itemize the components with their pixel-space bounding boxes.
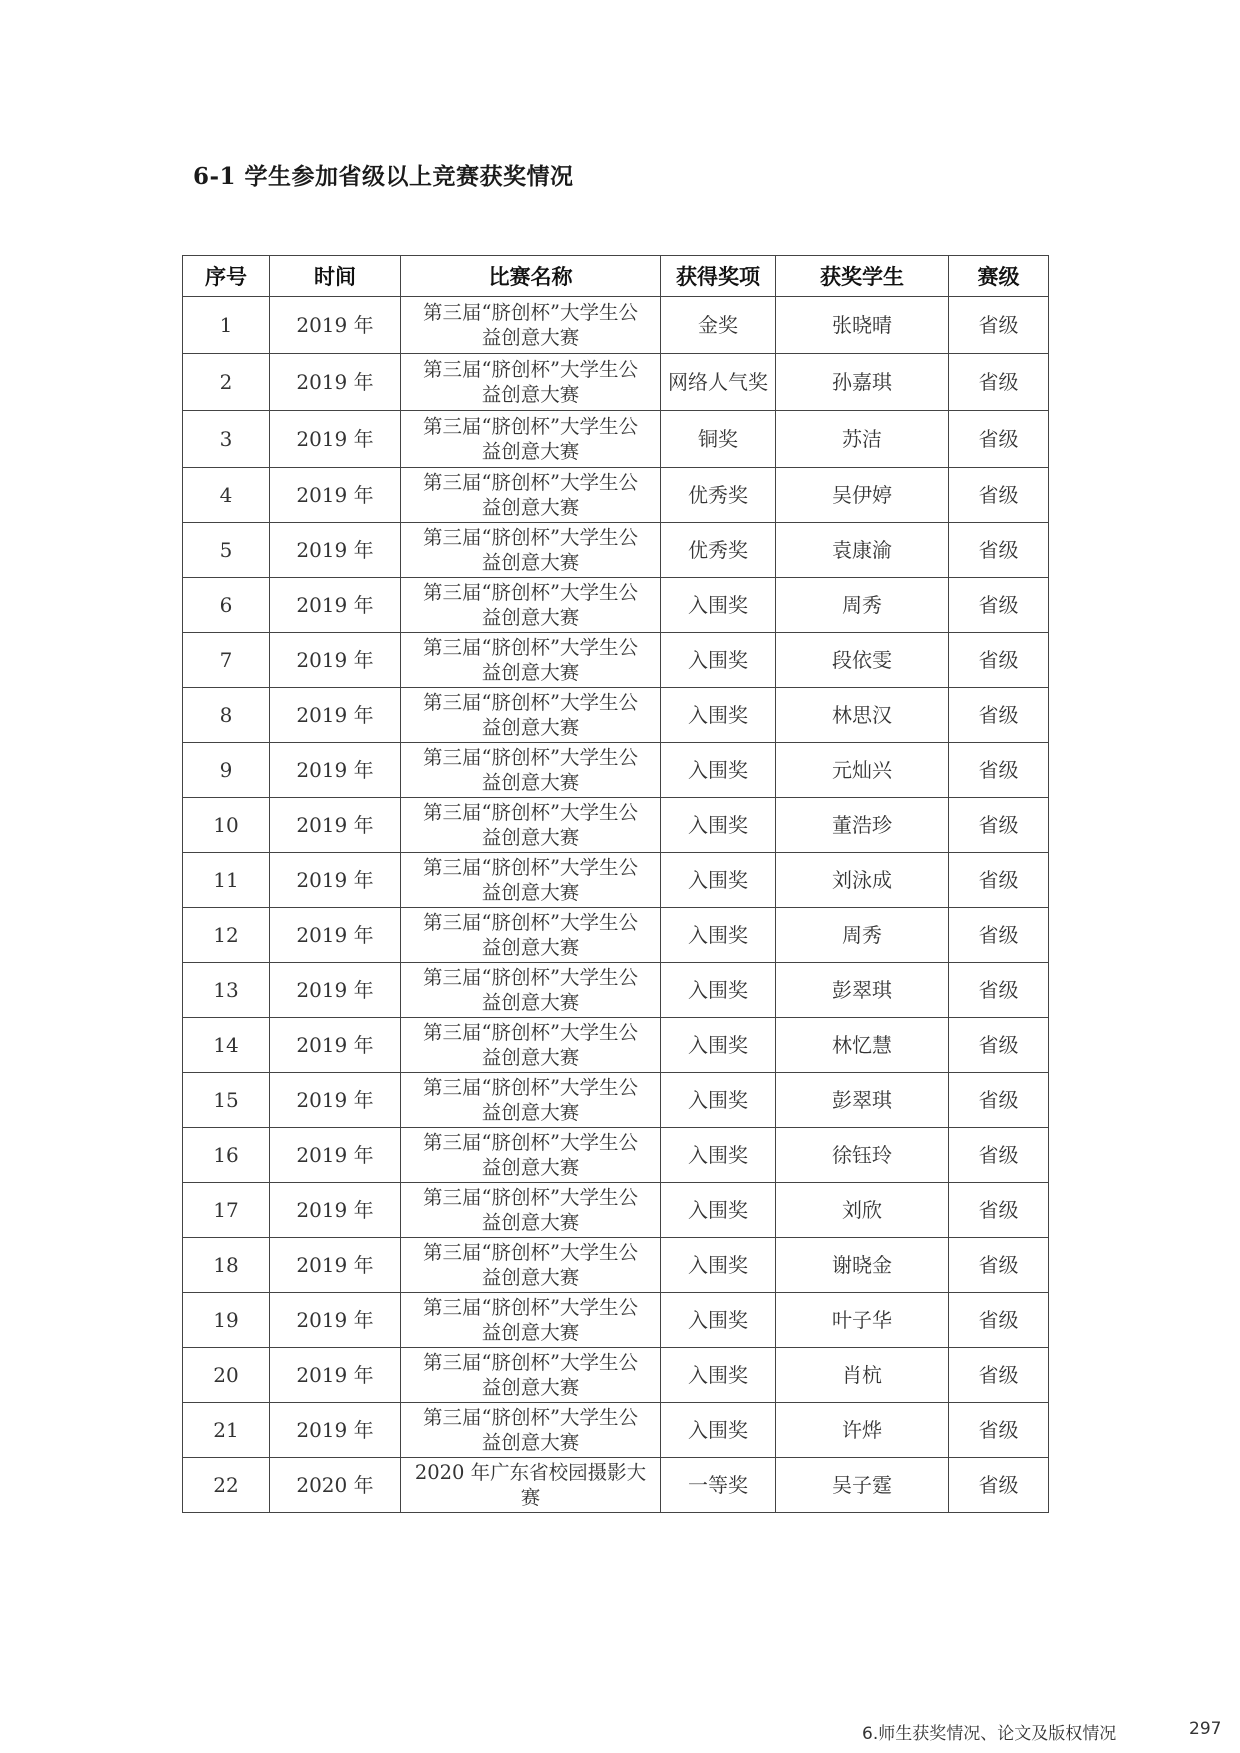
cell-student: 吴子霆 (776, 1458, 949, 1513)
cell-level: 省级 (949, 1238, 1049, 1293)
table-header-row (183, 256, 1049, 297)
cell-time: 2019 年 (270, 1348, 401, 1403)
cell-time: 2019 年 (270, 688, 401, 743)
cell-time: 2019 年 (270, 411, 401, 468)
cell-award: 入围奖 (661, 908, 776, 963)
cell-number: 17 (183, 1183, 270, 1238)
cell-award: 入围奖 (661, 1403, 776, 1458)
cell-time: 2019 年 (270, 633, 401, 688)
cell-competition (401, 468, 661, 523)
cell-time: 2019 年 (270, 1293, 401, 1348)
cell-student: 刘欣 (776, 1183, 949, 1238)
cell-number: 1 (183, 297, 270, 354)
header-cell: 获得奖项 (661, 256, 776, 297)
cell-time: 2019 年 (270, 908, 401, 963)
cell-number: 15 (183, 1073, 270, 1128)
cell-student: 林忆慧 (776, 1018, 949, 1073)
table-row (183, 468, 1049, 523)
cell-award: 入围奖 (661, 688, 776, 743)
competition-line-1: 第三届“脐创杯”大学生公 (423, 856, 638, 879)
cell-student: 许烨 (776, 1403, 949, 1458)
cell-award: 入围奖 (661, 1073, 776, 1128)
competition-line-1: 第三届“脐创杯”大学生公 (423, 358, 638, 381)
competition-line-2: 益创意大赛 (481, 606, 580, 629)
cell-time: 2019 年 (270, 743, 401, 798)
cell-time: 2019 年 (270, 1128, 401, 1183)
cell-student: 吴伊婷 (776, 468, 949, 523)
cell-award: 入围奖 (661, 798, 776, 853)
competition-line-1: 第三届“脐创杯”大学生公 (423, 911, 638, 934)
cell-award: 一等奖 (661, 1458, 776, 1513)
cell-competition (401, 1073, 661, 1128)
table-body (183, 297, 1049, 1513)
cell-competition (401, 1293, 661, 1348)
competition-line-2: 益创意大赛 (481, 936, 580, 959)
cell-level: 省级 (949, 411, 1049, 468)
cell-level: 省级 (949, 1183, 1049, 1238)
cell-number: 20 (183, 1348, 270, 1403)
cell-competition (401, 411, 661, 468)
cell-number: 2 (183, 354, 270, 411)
cell-number: 3 (183, 411, 270, 468)
cell-level: 省级 (949, 1018, 1049, 1073)
table-row (183, 354, 1049, 411)
cell-competition (401, 1183, 661, 1238)
competition-line-2: 益创意大赛 (481, 881, 580, 904)
competition-line-1: 第三届“脐创杯”大学生公 (423, 471, 638, 494)
cell-award: 入围奖 (661, 1128, 776, 1183)
cell-award: 入围奖 (661, 963, 776, 1018)
cell-award: 铜奖 (661, 411, 776, 468)
cell-award: 优秀奖 (661, 523, 776, 578)
cell-number: 16 (183, 1128, 270, 1183)
cell-student: 苏洁 (776, 411, 949, 468)
competition-line-1: 第三届“脐创杯”大学生公 (423, 526, 638, 549)
cell-student: 段依雯 (776, 633, 949, 688)
cell-level: 省级 (949, 578, 1049, 633)
cell-student: 董浩珍 (776, 798, 949, 853)
cell-level: 省级 (949, 798, 1049, 853)
cell-student: 徐钰玲 (776, 1128, 949, 1183)
competition-line-1: 第三届“脐创杯”大学生公 (423, 1296, 638, 1319)
cell-level: 省级 (949, 468, 1049, 523)
cell-level: 省级 (949, 688, 1049, 743)
cell-award: 入围奖 (661, 853, 776, 908)
cell-award: 入围奖 (661, 743, 776, 798)
competition-line-1: 第三届“脐创杯”大学生公 (423, 415, 638, 438)
cell-level: 省级 (949, 1293, 1049, 1348)
cell-level: 省级 (949, 354, 1049, 411)
cell-level: 省级 (949, 1348, 1049, 1403)
cell-level: 省级 (949, 1403, 1049, 1458)
cell-student: 彭翠琪 (776, 1073, 949, 1128)
cell-student: 肖杭 (776, 1348, 949, 1403)
cell-number: 9 (183, 743, 270, 798)
cell-student: 周秀 (776, 908, 949, 963)
cell-number: 6 (183, 578, 270, 633)
cell-time: 2019 年 (270, 1238, 401, 1293)
cell-number: 22 (183, 1458, 270, 1513)
competition-line-1: 第三届“脐创杯”大学生公 (423, 1406, 638, 1429)
cell-level: 省级 (949, 1073, 1049, 1128)
cell-competition (401, 1403, 661, 1458)
cell-level: 省级 (949, 297, 1049, 354)
cell-competition (401, 908, 661, 963)
cell-award: 入围奖 (661, 1348, 776, 1403)
competition-line-2: 益创意大赛 (481, 383, 580, 406)
table-row (183, 1018, 1049, 1073)
cell-student: 孙嘉琪 (776, 354, 949, 411)
cell-number: 14 (183, 1018, 270, 1073)
cell-student: 元灿兴 (776, 743, 949, 798)
cell-competition (401, 297, 661, 354)
cell-number: 21 (183, 1403, 270, 1458)
table-row (183, 578, 1049, 633)
cell-number: 19 (183, 1293, 270, 1348)
cell-student: 彭翠琪 (776, 963, 949, 1018)
competition-line-2: 益创意大赛 (481, 1046, 580, 1069)
cell-competition (401, 1018, 661, 1073)
competition-line-1: 第三届“脐创杯”大学生公 (423, 691, 638, 714)
competition-line-1: 第三届“脐创杯”大学生公 (423, 1021, 638, 1044)
cell-award: 金奖 (661, 297, 776, 354)
cell-competition (401, 633, 661, 688)
cell-competition (401, 798, 661, 853)
cell-time: 2019 年 (270, 523, 401, 578)
table-row (183, 523, 1049, 578)
cell-level: 省级 (949, 963, 1049, 1018)
cell-level: 省级 (949, 853, 1049, 908)
table-row (183, 963, 1049, 1018)
competition-line-1: 第三届“脐创杯”大学生公 (423, 1351, 638, 1374)
cell-award: 入围奖 (661, 633, 776, 688)
competition-line-2: 益创意大赛 (481, 826, 580, 849)
competition-line-1: 第三届“脐创杯”大学生公 (423, 581, 638, 604)
competition-line-2: 赛 (520, 1486, 541, 1509)
cell-competition (401, 1348, 661, 1403)
competition-line-1: 2020 年广东省校园摄影大 (414, 1461, 647, 1484)
cell-number: 13 (183, 963, 270, 1018)
competition-line-1: 第三届“脐创杯”大学生公 (423, 1076, 638, 1099)
header-cell: 获奖学生 (776, 256, 949, 297)
competition-line-2: 益创意大赛 (481, 440, 580, 463)
table-row (183, 1183, 1049, 1238)
cell-time: 2020 年 (270, 1458, 401, 1513)
page-heading: 6-1 学生参加省级以上竞赛获奖情况 (193, 163, 574, 190)
cell-award: 优秀奖 (661, 468, 776, 523)
cell-competition (401, 523, 661, 578)
cell-award: 入围奖 (661, 1018, 776, 1073)
cell-level: 省级 (949, 633, 1049, 688)
cell-student: 刘泳成 (776, 853, 949, 908)
cell-level: 省级 (949, 743, 1049, 798)
cell-time: 2019 年 (270, 468, 401, 523)
competition-line-1: 第三届“脐创杯”大学生公 (423, 1241, 638, 1264)
cell-time: 2019 年 (270, 578, 401, 633)
competition-line-2: 益创意大赛 (481, 1321, 580, 1344)
table-row (183, 1238, 1049, 1293)
competition-line-2: 益创意大赛 (481, 551, 580, 574)
table-row (183, 908, 1049, 963)
awards-table (182, 255, 1049, 1513)
table-row (183, 1403, 1049, 1458)
competition-line-2: 益创意大赛 (481, 326, 580, 349)
cell-competition (401, 743, 661, 798)
competition-line-2: 益创意大赛 (481, 661, 580, 684)
footer-section-title: 6.师生获奖情况、论文及版权情况 (862, 1724, 1117, 1744)
cell-student: 叶子华 (776, 1293, 949, 1348)
cell-number: 4 (183, 468, 270, 523)
cell-number: 18 (183, 1238, 270, 1293)
header-cell: 时间 (270, 256, 401, 297)
cell-award: 网络人气奖 (661, 354, 776, 411)
table-row (183, 798, 1049, 853)
cell-number: 8 (183, 688, 270, 743)
cell-time: 2019 年 (270, 1183, 401, 1238)
table-row (183, 743, 1049, 798)
competition-line-1: 第三届“脐创杯”大学生公 (423, 1131, 638, 1154)
competition-line-1: 第三届“脐创杯”大学生公 (423, 301, 638, 324)
cell-award: 入围奖 (661, 1183, 776, 1238)
cell-competition (401, 688, 661, 743)
cell-time: 2019 年 (270, 354, 401, 411)
cell-competition (401, 963, 661, 1018)
cell-number: 10 (183, 798, 270, 853)
table-row (183, 1348, 1049, 1403)
cell-student: 周秀 (776, 578, 949, 633)
page-number: 297 (1189, 1719, 1222, 1739)
competition-line-1: 第三届“脐创杯”大学生公 (423, 801, 638, 824)
cell-award: 入围奖 (661, 1238, 776, 1293)
cell-competition (401, 853, 661, 908)
competition-line-2: 益创意大赛 (481, 991, 580, 1014)
cell-competition (401, 1128, 661, 1183)
header-cell: 序号 (183, 256, 270, 297)
table-row (183, 633, 1049, 688)
competition-line-2: 益创意大赛 (481, 1376, 580, 1399)
competition-line-2: 益创意大赛 (481, 1101, 580, 1124)
competition-line-2: 益创意大赛 (481, 1156, 580, 1179)
competition-line-2: 益创意大赛 (481, 1266, 580, 1289)
competition-line-2: 益创意大赛 (481, 1211, 580, 1234)
cell-award: 入围奖 (661, 1293, 776, 1348)
table-row (183, 688, 1049, 743)
cell-time: 2019 年 (270, 798, 401, 853)
cell-student: 袁康渝 (776, 523, 949, 578)
cell-time: 2019 年 (270, 1018, 401, 1073)
cell-level: 省级 (949, 908, 1049, 963)
cell-level: 省级 (949, 1128, 1049, 1183)
cell-level: 省级 (949, 1458, 1049, 1513)
cell-time: 2019 年 (270, 297, 401, 354)
cell-number: 5 (183, 523, 270, 578)
cell-competition (401, 1458, 661, 1513)
cell-number: 12 (183, 908, 270, 963)
table-row (183, 297, 1049, 354)
competition-line-2: 益创意大赛 (481, 771, 580, 794)
header-cell: 比赛名称 (401, 256, 661, 297)
cell-number: 11 (183, 853, 270, 908)
cell-student: 张晓晴 (776, 297, 949, 354)
cell-competition (401, 1238, 661, 1293)
competition-line-1: 第三届“脐创杯”大学生公 (423, 746, 638, 769)
competition-line-2: 益创意大赛 (481, 1431, 580, 1454)
cell-time: 2019 年 (270, 1403, 401, 1458)
cell-time: 2019 年 (270, 853, 401, 908)
cell-number: 7 (183, 633, 270, 688)
competition-line-1: 第三届“脐创杯”大学生公 (423, 966, 638, 989)
table-row (183, 853, 1049, 908)
cell-competition (401, 578, 661, 633)
table-row (183, 1458, 1049, 1513)
competition-line-2: 益创意大赛 (481, 716, 580, 739)
table-row (183, 1128, 1049, 1183)
cell-level: 省级 (949, 523, 1049, 578)
header-cell: 赛级 (949, 256, 1049, 297)
competition-line-1: 第三届“脐创杯”大学生公 (423, 1186, 638, 1209)
cell-competition (401, 354, 661, 411)
table-row (183, 411, 1049, 468)
cell-time: 2019 年 (270, 1073, 401, 1128)
cell-student: 林思汉 (776, 688, 949, 743)
cell-award: 入围奖 (661, 578, 776, 633)
cell-student: 谢晓金 (776, 1238, 949, 1293)
table-row (183, 1293, 1049, 1348)
competition-line-2: 益创意大赛 (481, 496, 580, 519)
competition-line-1: 第三届“脐创杯”大学生公 (423, 636, 638, 659)
cell-time: 2019 年 (270, 963, 401, 1018)
table-row (183, 1073, 1049, 1128)
